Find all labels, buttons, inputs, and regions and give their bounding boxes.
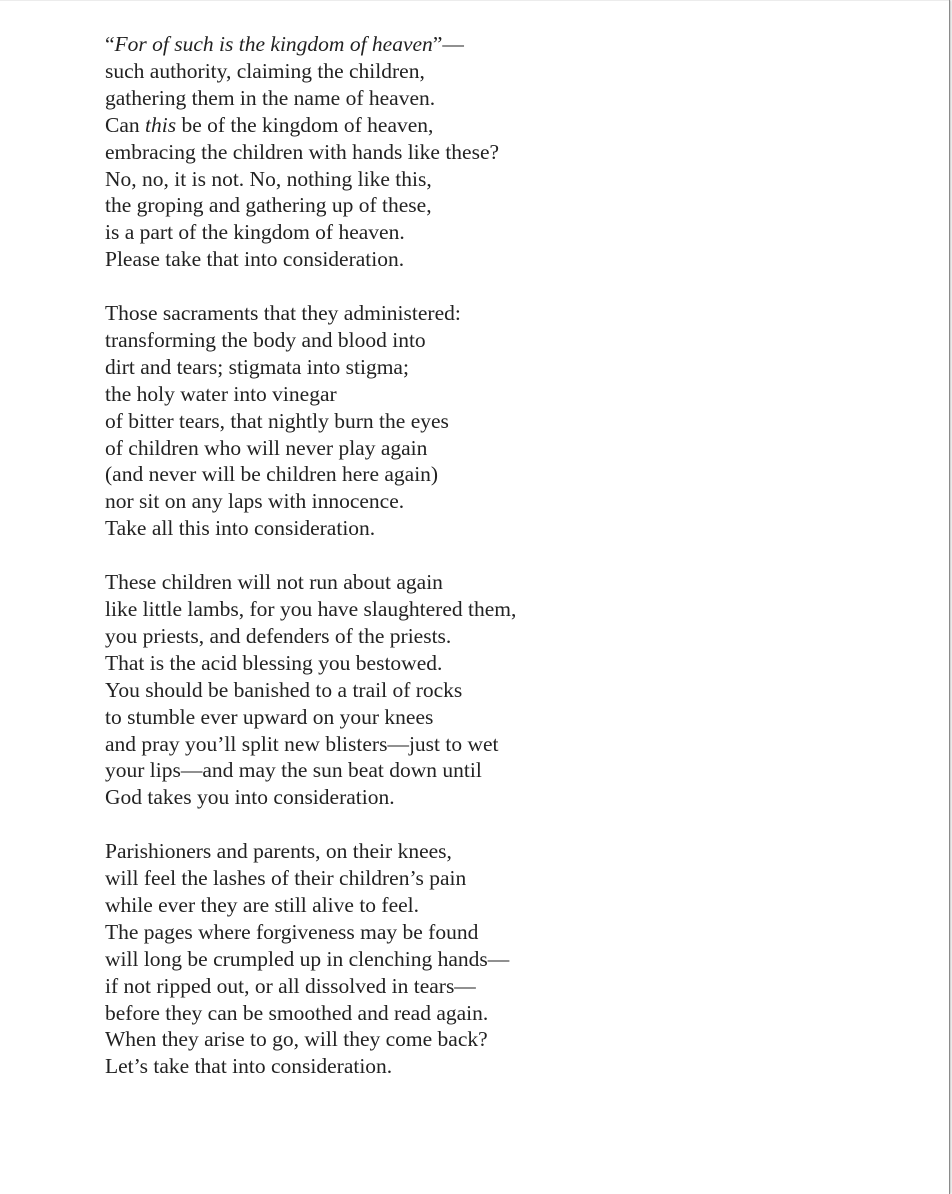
poem-line: your lips—and may the sun beat down until	[105, 758, 482, 783]
poem-line: you priests, and defenders of the priests.	[105, 623, 452, 648]
poem-line: is a part of the kingdom of heaven.	[105, 220, 405, 245]
poem-line: the holy water into vinegar	[105, 381, 337, 406]
close-quote-dash: ”—	[432, 32, 464, 56]
poem-line: God takes you into consideration.	[105, 785, 395, 810]
poem-line: and pray you’ll split new blisters—just to wet	[105, 731, 499, 756]
poem-line: (and never will be children here again)	[105, 462, 439, 487]
poem-line: Parishioners and parents, on their knees,	[105, 839, 452, 864]
line-text: be of the kingdom of heaven,	[176, 112, 434, 137]
poem-line: of bitter tears, that nightly burn the eyes	[105, 408, 449, 433]
poem-line: That is the acid blessing you bestowed.	[105, 650, 443, 675]
poem-line: Those sacraments that they administered:	[105, 301, 461, 326]
poem-line: before they can be smoothed and read again.	[105, 1000, 489, 1025]
poem-line: You should be banished to a trail of rocks	[105, 677, 463, 702]
open-quote: “	[105, 32, 115, 56]
poem-line: Take all this into consideration.	[105, 516, 376, 541]
italic-quote: For of such is the kingdom of heaven	[114, 32, 433, 56]
poem-line: if not ripped out, or all dissolved in tears—	[105, 973, 476, 998]
poem-line: When they arise to go, will they come back?	[105, 1027, 488, 1052]
poem-line: to stumble ever upward on your knees	[105, 704, 434, 729]
poem-line: Please take that into consideration.	[105, 247, 405, 272]
poem-line: such authority, claiming the children,	[105, 58, 425, 83]
poem-line: embracing the children with hands like these?	[105, 139, 500, 164]
poem-line: transforming the body and blood into	[105, 327, 426, 352]
stanza-2	[105, 300, 516, 542]
poem-line	[105, 112, 516, 139]
poem-line: the groping and gathering up of these,	[105, 193, 432, 218]
stanza-3	[105, 569, 516, 811]
poem-line: These children will not run about again	[105, 570, 443, 595]
poem-line: nor sit on any laps with innocence.	[105, 489, 405, 514]
poem-line: The pages where forgiveness may be found	[105, 919, 479, 944]
poem-line	[105, 31, 516, 58]
poem-line: like little lambs, for you have slaughtered them,	[105, 597, 517, 621]
page-top-edge	[0, 0, 949, 1]
poem-line: Let’s take that into consideration.	[105, 1054, 393, 1079]
poem-line: No, no, it is not. No, nothing like this,	[105, 166, 432, 191]
line-text: Can	[105, 112, 146, 137]
poem-line: will feel the lashes of their children’s pain	[105, 866, 467, 891]
italic-word: this	[145, 112, 177, 137]
stanza-4	[105, 838, 516, 1080]
poem-body	[105, 31, 516, 1107]
poem-line: dirt and tears; stigmata into stigma;	[105, 354, 409, 379]
poem-line: gathering them in the name of heaven.	[105, 85, 436, 110]
poem-line: of children who will never play again	[105, 435, 428, 460]
poem-line: while ever they are still alive to feel.	[105, 892, 420, 917]
stanza-1	[105, 31, 516, 273]
poem-line: will long be crumpled up in clenching hands—	[105, 946, 510, 971]
